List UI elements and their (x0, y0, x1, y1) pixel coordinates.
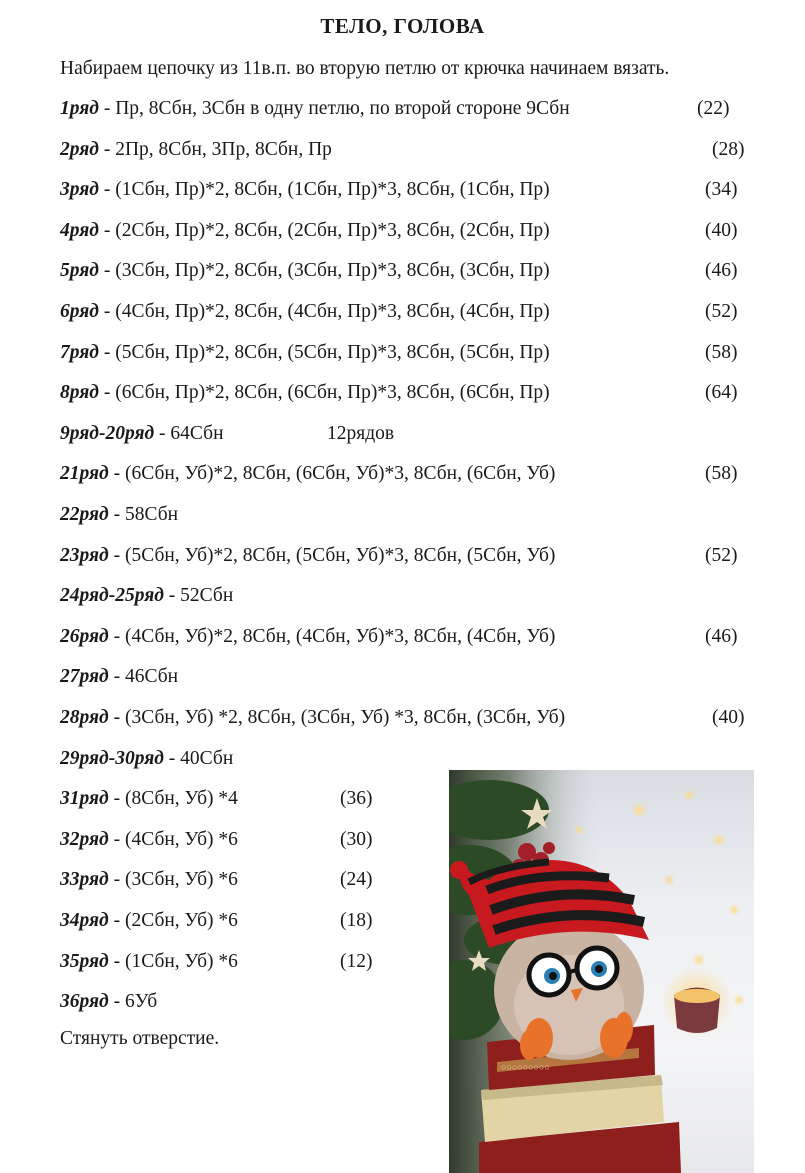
row-instruction: - (2Сбн, Пр)*2, 8Сбн, (2Сбн, Пр)*3, 8Сбн, (2Сбн, Пр) (98, 220, 550, 241)
pattern-row (60, 908, 238, 934)
row-label: 7ряд (60, 342, 99, 363)
stitch-count: (40) (712, 707, 745, 728)
stitch-count: (30) (340, 829, 373, 850)
pattern-row (60, 624, 555, 650)
row-label: 6ряд (60, 301, 99, 322)
row-label: 24ряд-25ряд (60, 585, 164, 606)
stitch-count: (58) (705, 463, 738, 484)
pattern-row (60, 867, 238, 893)
pattern-row (60, 177, 550, 203)
row-instruction: - (3Сбн, Уб) *6 (108, 869, 238, 890)
row-instruction: - (6Сбн, Пр)*2, 8Сбн, (6Сбн, Пр)*3, 8Сбн, (6Сбн, Пр) (98, 382, 550, 403)
pattern-row (60, 827, 238, 853)
row-instruction: - Пр, 8Сбн, 3Сбн в одну петлю, по второй стороне 9Сбн (98, 98, 570, 119)
stitch-count: (52) (705, 301, 738, 322)
row-label: 9ряд-20ряд (60, 423, 155, 444)
row-instruction: - (4Сбн, Уб)*2, 8Сбн, (4Сбн, Уб)*3, 8Сбн, (4Сбн, Уб) (108, 626, 556, 647)
row-label: 33ряд (60, 869, 109, 890)
row-instruction: - (4Сбн, Пр)*2, 8Сбн, (4Сбн, Пр)*3, 8Сбн, (4Сбн, Пр) (98, 301, 550, 322)
stitch-count: (46) (705, 260, 738, 281)
row-instruction: - (1Сбн, Уб) *6 (108, 951, 238, 972)
row-label: 34ряд (60, 910, 109, 931)
stitch-count: (58) (705, 342, 738, 363)
stitch-count: (34) (705, 179, 738, 200)
owl-photo (449, 770, 754, 1173)
row-instruction: - (3Сбн, Уб) *2, 8Сбн, (3Сбн, Уб) *3, 8Сбн, (3Сбн, Уб) (108, 707, 566, 728)
stitch-count: (12) (340, 951, 373, 972)
stitch-count: (36) (340, 788, 373, 809)
row-instruction: - 52Сбн (163, 585, 234, 606)
row-instruction: - 6Уб (108, 991, 158, 1012)
row-instruction: - (8Сбн, Уб) *4 (108, 788, 238, 809)
row-label: 36ряд (60, 991, 109, 1012)
row-label: 27ряд (60, 666, 109, 687)
row-label: 35ряд (60, 951, 109, 972)
pattern-row (60, 137, 332, 163)
row-label: 1ряд (60, 98, 99, 119)
row-label: 21ряд (60, 463, 109, 484)
pattern-row (60, 502, 178, 528)
intro-text: Набираем цепочку из 11в.п. во вторую петлю от крючка начинаем вязать. (60, 58, 670, 79)
row-instruction: - (2Сбн, Уб) *6 (108, 910, 238, 931)
row-label: 23ряд (60, 545, 109, 566)
pattern-row (60, 461, 555, 487)
row-label: 4ряд (60, 220, 99, 241)
candle (661, 966, 733, 1038)
pattern-row (60, 258, 550, 284)
pattern-row (60, 543, 555, 569)
stitch-count: (64) (705, 382, 738, 403)
stitch-count: (18) (340, 910, 373, 931)
row-label: 22ряд (60, 504, 109, 525)
pattern-row (60, 664, 178, 690)
pattern-row (60, 299, 550, 325)
pattern-row (60, 786, 238, 812)
row-instruction: - (5Сбн, Пр)*2, 8Сбн, (5Сбн, Пр)*3, 8Сбн, (5Сбн, Пр) (98, 342, 550, 363)
pattern-row (60, 989, 157, 1015)
row-label: 28ряд (60, 707, 109, 728)
stitch-count: (52) (705, 545, 738, 566)
pattern-row (60, 380, 550, 406)
pattern-row (60, 340, 550, 366)
row-label: 29ряд-30ряд (60, 748, 164, 769)
stitch-count: (46) (705, 626, 738, 647)
owl-photo-illustration (449, 770, 754, 1173)
row-label: 2ряд (60, 139, 99, 160)
stitch-count: (40) (705, 220, 738, 241)
row-instruction: - 40Сбн (163, 748, 234, 769)
row-label: 3ряд (60, 179, 99, 200)
pattern-row (60, 218, 550, 244)
row-instruction: - (6Сбн, Уб)*2, 8Сбн, (6Сбн, Уб)*3, 8Сбн, (6Сбн, Уб) (108, 463, 556, 484)
page-title: ТЕЛО, ГОЛОВА (320, 14, 485, 38)
row-instruction: - (3Сбн, Пр)*2, 8Сбн, (3Сбн, Пр)*3, 8Сбн, (3Сбн, Пр) (98, 260, 550, 281)
row-label: 5ряд (60, 260, 99, 281)
pattern-row (60, 746, 233, 772)
book-spine-text: ○○○○○○○○○ (501, 1062, 550, 1072)
pattern-row (60, 705, 565, 731)
row-label: 26ряд (60, 626, 109, 647)
row-instruction: - 64Сбн (154, 423, 224, 444)
row-label: 31ряд (60, 788, 109, 809)
stitch-count: (24) (340, 869, 373, 890)
closing-text: Стянуть отверстие. (60, 1028, 220, 1049)
pattern-row (60, 421, 224, 447)
pattern-row (60, 949, 238, 975)
stitch-count: (28) (712, 139, 745, 160)
row-instruction: - (1Сбн, Пр)*2, 8Сбн, (1Сбн, Пр)*3, 8Сбн, (1Сбн, Пр) (98, 179, 550, 200)
row-label: 32ряд (60, 829, 109, 850)
stitch-count: (22) (697, 98, 730, 119)
row-label: 8ряд (60, 382, 99, 403)
row-note: 12рядов (327, 423, 395, 444)
row-instruction: - 46Сбн (108, 666, 179, 687)
row-instruction: - (4Сбн, Уб) *6 (108, 829, 238, 850)
pattern-row (60, 96, 570, 122)
row-instruction: - (5Сбн, Уб)*2, 8Сбн, (5Сбн, Уб)*3, 8Сбн, (5Сбн, Уб) (108, 545, 556, 566)
row-instruction: - 2Пр, 8Сбн, 3Пр, 8Сбн, Пр (98, 139, 332, 160)
row-instruction: - 58Сбн (108, 504, 179, 525)
pattern-row (60, 583, 233, 609)
